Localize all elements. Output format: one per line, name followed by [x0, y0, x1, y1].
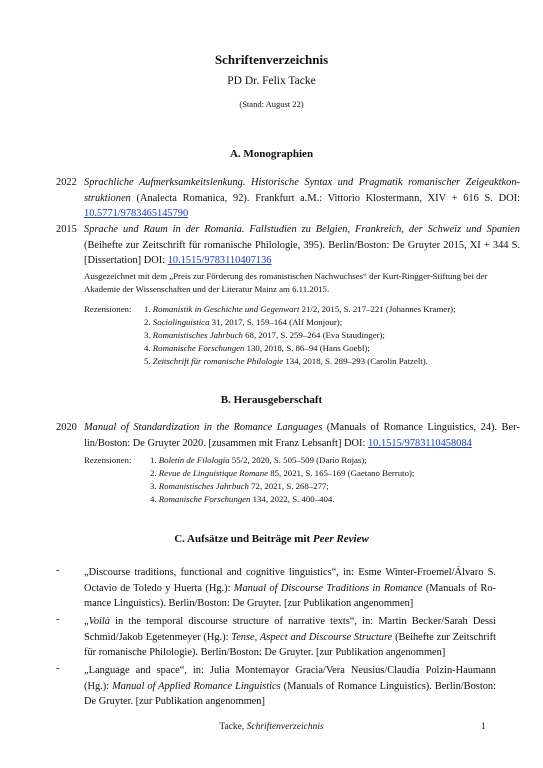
- list-dash: -: [56, 565, 60, 576]
- review-item: 1. Romanistik in Geschichte und Gegenwart 21/2, 2015, S. 217–221 (Johannes Kramer);: [144, 304, 456, 314]
- reviews-label: Rezensionen:: [84, 304, 132, 314]
- entry-year: 2015: [56, 224, 77, 235]
- reviews-list: [150, 454, 414, 506]
- section-heading-aufsaetze: C. Aufsätze und Beiträge mit Peer Review: [174, 533, 369, 545]
- doi-link[interactable]: 10.1515/9783110458084: [367, 437, 472, 449]
- entry-title: Sprachliche Aufmerksamkeitslenkung. Historische Syntax und Pragmatik romanischer Zeigeaktkonstruktionen: [84, 177, 520, 204]
- doi-link[interactable]: 10.1515/9783110407136: [167, 255, 272, 267]
- entry-title: Manual of Standardization in the Romance Languages: [84, 422, 323, 433]
- page-number: 1: [481, 722, 486, 732]
- reviews-list: [144, 303, 456, 368]
- review-item: 5. Zeitschrift für romanische Philologie 134, 2018, S. 289–293 (Carolin Patzelt).: [144, 356, 428, 366]
- entry-details: (Analecta Romanica, 92). Frankfurt a.M.: Vittorio Klostermann, XIV + 616 S. DOI:: [130, 192, 520, 204]
- section-heading-monographien: A. Monographien: [229, 148, 314, 160]
- award-note: Ausgezeichnet mit dem „Preis zur Förderung des romanistischen Nachwuchses“ der Kurt-Ringger-Stiftung bei der Akademie der Wissenschaften und der Literatur Mainz am 6.11.2015.: [84, 271, 488, 294]
- entry-title: Sprache und Raum in der Romania. Fallstudien zu Belgien, Frankreich, der Schweiz und Spanien: [84, 224, 520, 235]
- entry-details: (Manuals of Romance Linguistics, 24). Berlin/Boston: De Gruyter 2020. [zusammen mit Franz Lebsanft] DOI:: [84, 422, 520, 449]
- stand-date: (Stand: August 22): [239, 99, 304, 109]
- entry-text: [84, 175, 520, 222]
- article-entry: „Discourse traditions, functional and cognitive linguistics“, in: Esme Winter-Froemel/Álvaro S. Octavio de Toledo y Huerta (Hg.): Manual of Discourse Traditions in Romance (Manuals of Romance Linguistics). Berlin/Boston: De Gruyter. [zur Publikation angenommen]: [84, 567, 496, 610]
- author-name: PD Dr. Felix Tacke: [227, 75, 316, 87]
- article-entry: „Language and space“, in: Julia Montemayor Gracia/Vera Neusius/Claudia Polzin-Haumann (Hg.): Manual of Applied Romance Linguistics (Manuals of Romance Linguistics). Berlin/Boston: De Gruyter. [zur Publikation angenommen]: [84, 665, 497, 708]
- review-item: 2. Sociolinguistica 31, 2017, S. 159–164 (Alf Monjour);: [144, 317, 343, 327]
- reviews-label: Rezensionen:: [84, 455, 132, 465]
- review-item: 4. Romanische Forschungen 130, 2018, S. 86–94 (Hans Goebl);: [144, 343, 370, 353]
- review-item: 2. Revue de Linguistique Romane 85, 2021, S. 165–169 (Gaetano Berruto);: [150, 468, 415, 478]
- entry-year: 2020: [56, 422, 77, 433]
- review-item: 3. Romanistisches Jahrbuch 72, 2021, S. 268–277;: [150, 481, 329, 491]
- entry-year: 2022: [56, 177, 77, 188]
- doi-link[interactable]: 10.5771/9783465145790: [84, 208, 189, 220]
- section-heading-herausgeberschaft: B. Herausgeberschaft: [220, 394, 323, 406]
- entry-details: (Beihefte zur Zeitschrift für romanische Philologie, 395). Berlin/Boston: De Gruyter 2015, XI + 344 S. [Dissertation] DOI:: [84, 239, 520, 267]
- list-dash: -: [56, 614, 60, 625]
- review-item: 1. Boletín de Filología 55/2, 2020, S. 505–509 (Darío Rojas);: [150, 455, 367, 465]
- list-dash: -: [56, 663, 60, 674]
- review-item: 4. Romanische Forschungen 134, 2022, S. 400–404.: [150, 494, 335, 504]
- article-entry: „Voilà in the temporal discourse structure of narrative texts“, in: Martin Becker/Sarah Dessì Schmid/Jakob Egetenmeyer (Hg.): Tense, Aspect and Discourse Structure (Beihefte zur Zeitschrift für romanische Philologie). Berlin/Boston: De Gruyter. [zur Publikation angenommen]: [84, 616, 496, 659]
- document-title: Schriftenverzeichnis: [214, 52, 329, 67]
- review-item: 3. Romanistisches Jahrbuch 68, 2017, S. 259–264 (Eva Staudinger);: [144, 330, 385, 340]
- entry-text: [84, 222, 520, 269]
- page-footer: Tacke, Schriftenverzeichnis: [219, 722, 324, 732]
- entry-text: [84, 420, 520, 451]
